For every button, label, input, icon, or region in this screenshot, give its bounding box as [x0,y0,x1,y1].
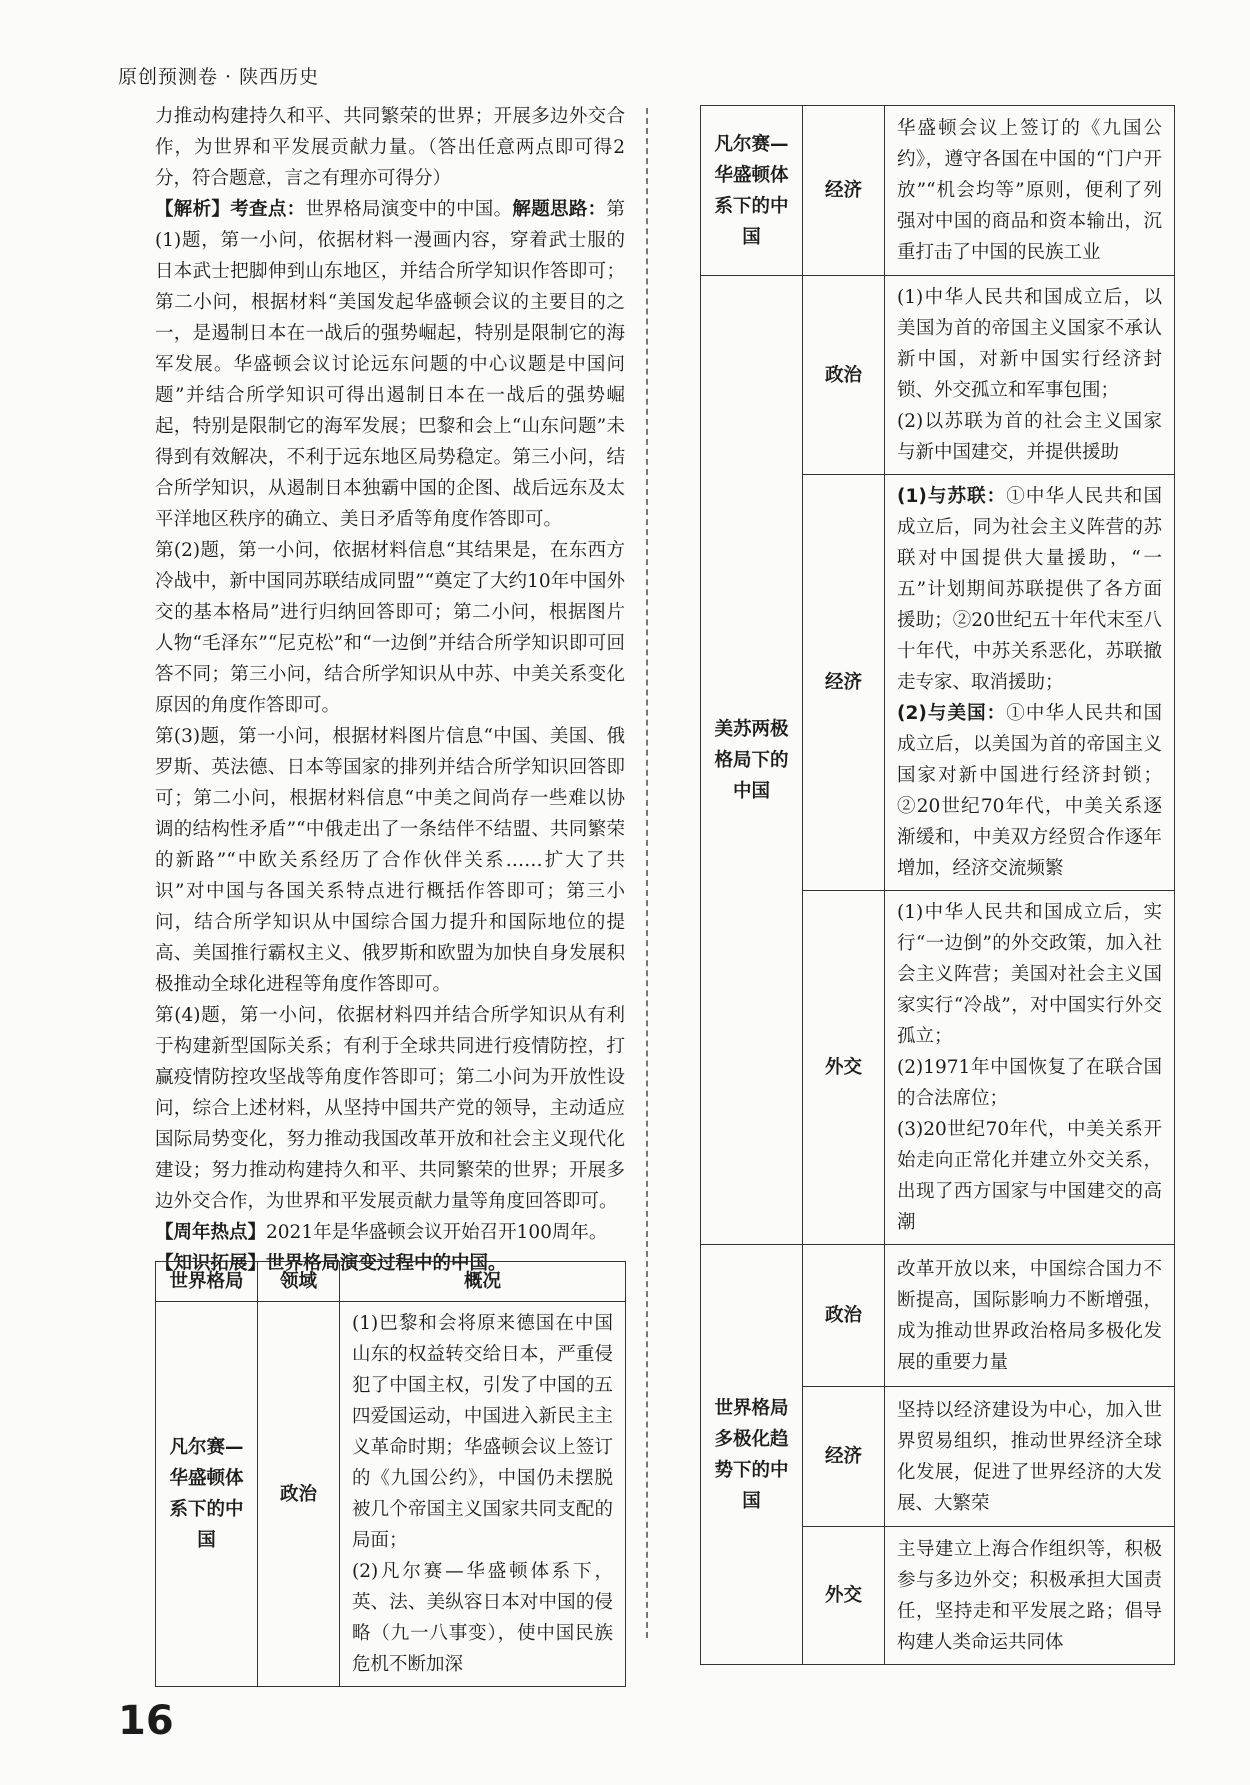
answer-explanation [155,101,625,1279]
question-2-explanation: 第(2)题，第一小问，依据材料信息“其结果是，在东西方冷战中，新中国同苏联结成同盟”“奠定了大约10年中国外交的基本格局”进行归纳回答即可；第二小问，根据图片人物“毛泽东”“尼克松”和“一边倒”并结合所学知识即可回答不同；第三小问，结合所学知识从中苏、中美关系变化原因的角度作答即可。 [155,540,625,716]
silu-label: 解题思路： [512,199,607,220]
kaochadian-label: 考查点： [230,199,306,220]
era-cell: 凡尔赛—华盛顿体系下的中国 [156,1302,258,1687]
field-cell: 政治 [258,1302,340,1687]
header-world-pattern: 世界格局 [156,1262,258,1302]
extension-label: 【知识拓展】 [155,1253,267,1274]
with-ussr-label: (1)与苏联： [897,486,1007,507]
header-overview: 概况 [340,1262,626,1302]
content-cell: 华盛顿会议上签订的《九国公约》，遵守各国在中国的“门户开放”“机会均等”原则，便利了列强对中国的商品和资本输出，沉重打击了中国的民族工业 [885,106,1175,276]
table-row [701,276,1175,475]
running-header: 原创预测卷 · 陕西历史 [118,66,320,88]
field-cell: 政治 [803,1245,885,1387]
field-cell: 经济 [803,1387,885,1527]
content-cell: (1)巴黎和会将原来德国在中国山东的权益转交给日本，严重侵犯了中国主权，引发了中国的五四爱国运动，中国进入新民主主义革命时期；华盛顿会议上签订的《九国公约》，中国仍未摆脱被几个帝国主义国家共同支配的局面； (2)凡尔赛—华盛顿体系下，英、法、美纵容日本对中国的侵略（九一八事变），使中国民族危机不断加深 [340,1302,626,1687]
content-cell: 坚持以经济建设为中心，加入世界贸易组织，推动世界经济全球化发展，促进了世界经济的大发展、大繁荣 [885,1387,1175,1527]
answer-continuation: 力推动构建持久和平、共同繁荣的世界；开展多边外交合作，为世界和平发展贡献力量。（答出任意两点即可得2分，符合题意，言之有理亦可得分） [155,106,625,189]
content-cell: 主导建立上海合作组织等，积极参与多边外交；积极承担大国责任，坚持走和平发展之路；倡导构建人类命运共同体 [885,1527,1175,1665]
world-pattern-table-part2 [700,105,1175,1665]
era-cell: 凡尔赛—华盛顿体系下的中国 [701,106,803,276]
question-1-explanation: 第(1)题，第一小问，依据材料一漫画内容，穿着武士服的日本武士把脚伸到山东地区，并结合所学知识作答即可；第二小问，根据材料“美国发起华盛顿会议的主要目的之一，是遏制日本在一战后的强势崛起，特别是限制它的海军发展。华盛顿会议讨论远东问题的中心议题是中国问题”并结合所学知识可得出遏制日本在一战后的强势崛起，特别是限制它的海军发展；巴黎和会上“山东问题”未得到有效解决，不利于远东地区局势稳定。第三小问，结合所学知识，从遏制日本独霸中国的企图、战后远东及太平洋地区秩序的确立、美日矛盾等角度作答即可。 [155,199,625,530]
content-cell: 改革开放以来，中国综合国力不断提高，国际影响力不断增强，成为推动世界政治格局多极化发展的重要力量 [885,1245,1175,1387]
with-usa-label: (2)与美国： [897,703,1007,724]
question-3-explanation: 第(3)题，第一小问，根据材料图片信息“中国、美国、俄罗斯、英法德、日本等国家的排列并结合所学知识回答即可；第二小问，根据材料信息“中美之间尚存一些难以协调的结构性矛盾”“中俄走出了一条结伴不结盟、共同繁荣的新路”“中欧关系经历了合作伙伴关系……扩大了共识”对中国与各国关系特点进行概括作答即可；第三小问，结合所学知识从中国综合国力提升和国际地位的提高、美国推行霸权主义、俄罗斯和欧盟为加快自身发展积极推动全球化进程等角度作答即可。 [155,726,625,995]
table-row [701,106,1175,276]
world-pattern-table-part1 [155,1261,626,1687]
kaochadian-text: 世界格局演变中的中国。 [305,199,513,220]
era-cell: 美苏两极格局下的中国 [701,276,803,1245]
extension-text: 世界格局演变过程中的中国。 [266,1253,507,1274]
with-ussr [897,481,1162,698]
with-usa [897,698,1162,884]
column-divider [646,108,648,1638]
content-cell [885,475,1175,891]
with-ussr-text: ①中华人民共和国成立后，同为社会主义阵营的苏联对中国提供大量援助，“一五”计划期间苏联提供了各方面援助；②20世纪五十年代末至八十年代，中苏关系恶化，苏联撤走专家、取消援助； [897,486,1162,693]
table-row [701,1245,1175,1387]
field-cell: 经济 [803,475,885,891]
question-4-explanation: 第(4)题，第一小问，依据材料四并结合所学知识从有利于构建新型国际关系；有利于全球共同进行疫情防控，打赢疫情防控攻坚战等角度作答即可；第二小问为开放性设问，综合上述材料，从坚持中国共产党的领导，主动适应国际局势变化，努力推动我国改革开放和社会主义现代化建设；努力推动构建持久和平、共同繁荣的世界；开展多边外交合作，为世界和平发展贡献力量等角度回答即可。 [155,1005,625,1212]
field-cell: 外交 [803,1527,885,1665]
header-field: 领域 [258,1262,340,1302]
anniversary-label: 【周年热点】 [155,1222,267,1243]
content-cell: (1)中华人民共和国成立后，以美国为首的帝国主义国家不承认新中国，对新中国实行经济封锁、外交孤立和军事包围； (2)以苏联为首的社会主义国家与新中国建交，并提供援助 [885,276,1175,475]
page-number: 16 [118,1698,174,1744]
analysis-label: 【解析】 [155,199,231,220]
anniversary-note [155,1217,625,1248]
with-usa-text: ①中华人民共和国成立后，以美国为首的帝国主义国家对新中国进行经济封锁；②20世纪70年代，中美关系逐渐缓和，中美双方经贸合作逐年增加，经济交流频繁 [897,703,1162,879]
table-header-row [156,1262,626,1302]
era-cell: 世界格局多极化趋势下的中国 [701,1245,803,1665]
analysis-paragraph [155,194,625,535]
field-cell: 经济 [803,106,885,276]
anniversary-text: 2021年是华盛顿会议开始召开100周年。 [266,1222,608,1243]
field-cell: 外交 [803,891,885,1245]
content-cell: (1)中华人民共和国成立后，实行“一边倒”的外交政策，加入社会主义阵营；美国对社会主义国家实行“冷战”，对中国实行外交孤立； (2)1971年中国恢复了在联合国的合法席位； (3)20世纪70年代，中美关系开始走向正常化并建立外交关系，出现了西方国家与中国建交的高潮 [885,891,1175,1245]
table-row [156,1302,626,1687]
field-cell: 政治 [803,276,885,475]
